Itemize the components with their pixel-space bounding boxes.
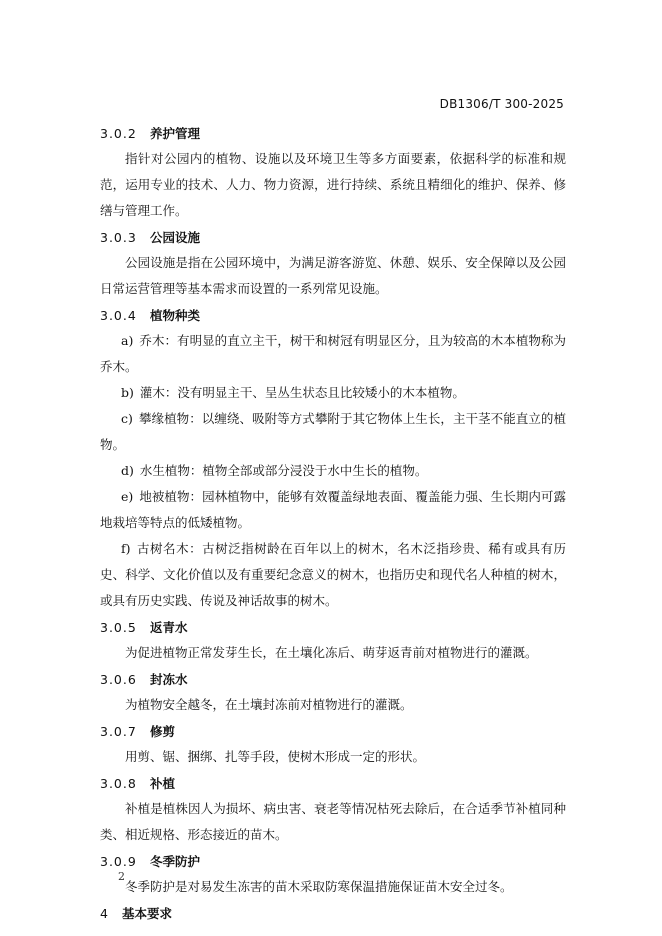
list-marker: c) <box>121 411 133 426</box>
section-3-0-5-text: 为促进植物正常发芽生长，在土壤化冻后、萌芽返青前对植物进行的灌溉。 <box>125 645 538 660</box>
list-item <box>100 328 566 380</box>
list-marker: d) <box>121 463 134 478</box>
list-item <box>100 380 566 406</box>
section-title: 基本要求 <box>122 906 173 921</box>
section-title: 修剪 <box>150 724 176 739</box>
section-4-heading <box>100 900 566 926</box>
list-marker: a) <box>121 333 134 348</box>
section-number: 3.0.6 <box>100 671 137 687</box>
section-title: 养护管理 <box>150 126 201 141</box>
list-item-text: 地被植物：园林植物中，能够有效覆盖绿地表面、覆盖能力强、生长期内可露地栽培等特点的低矮植物。 <box>100 489 566 530</box>
section-number: 4 <box>100 905 109 921</box>
section-3-0-3-text: 公园设施是指在公园环境中，为满足游客游览、休憩、娱乐、安全保障以及公园日常运营管理等基本需求而设置的一系列常见设施。 <box>100 255 566 296</box>
section-title: 封冻水 <box>150 672 188 687</box>
section-3-0-2-heading <box>100 120 566 146</box>
list-marker: b) <box>121 385 134 400</box>
section-number: 3.0.8 <box>100 775 137 791</box>
list-item-text: 乔木：有明显的直立主干，树干和树冠有明显区分，且为较高的木本植物称为乔木。 <box>100 333 566 374</box>
list-item <box>100 484 566 536</box>
list-item <box>100 536 566 614</box>
section-3-0-6-text: 为植物安全越冬，在土壤封冻前对植物进行的灌溉。 <box>125 697 413 712</box>
section-3-0-3-heading <box>100 224 566 250</box>
section-3-0-7-heading <box>100 718 566 744</box>
section-3-0-9-heading <box>100 848 566 874</box>
section-3-0-6-heading <box>100 666 566 692</box>
list-item-text: 灌木：没有明显主干、呈丛生状态且比较矮小的木本植物。 <box>139 385 465 400</box>
section-title: 冬季防护 <box>150 854 201 869</box>
list-item-text: 水生植物：植物全部或部分浸没于水中生长的植物。 <box>139 463 428 478</box>
list-item-text: 攀缘植物：以缠绕、吸附等方式攀附于其它物体上生长，主干茎不能直立的植物。 <box>100 411 566 452</box>
list-item-text: 古树名木：古树泛指树龄在百年以上的树木，名木泛指珍贵、稀有或具有历史、科学、文化价值以及有重要纪念意义的树木，也指历史和现代名人种植的树木，或具有历史实践、传说及神话故事的树木。 <box>100 541 566 608</box>
section-title: 植物种类 <box>150 308 201 323</box>
section-3-0-8-text: 补植是植株因人为损坏、病虫害、衰老等情况枯死去除后，在合适季节补植同种类、相近规格、形态接近的苗木。 <box>100 801 566 842</box>
section-title: 补植 <box>150 776 176 791</box>
document-body <box>100 120 566 926</box>
list-item <box>100 406 566 458</box>
section-3-0-5-heading <box>100 614 566 640</box>
section-number: 3.0.7 <box>100 723 137 739</box>
section-title: 公园设施 <box>150 230 201 245</box>
document-code: DB1306/T 300-2025 <box>439 97 564 111</box>
section-number: 3.0.3 <box>100 229 137 245</box>
section-number: 3.0.5 <box>100 619 137 635</box>
section-3-0-7-text: 用剪、锯、捆绑、扎等手段，使树木形成一定的形状。 <box>125 749 426 764</box>
list-marker: f) <box>121 541 131 556</box>
section-number: 3.0.4 <box>100 307 137 323</box>
page-number: 2 <box>118 870 125 883</box>
section-3-0-8-heading <box>100 770 566 796</box>
list-marker: e) <box>121 489 134 504</box>
section-number: 3.0.9 <box>100 853 137 869</box>
section-number: 3.0.2 <box>100 125 137 141</box>
section-title: 返青水 <box>150 620 188 635</box>
section-3-0-2-text: 指针对公园内的植物、设施以及环境卫生等多方面要素，依据科学的标准和规范，运用专业的技术、人力、物力资源，进行持续、系统且精细化的维护、保养、修缮与管理工作。 <box>100 151 566 218</box>
section-3-0-4-heading <box>100 302 566 328</box>
section-3-0-9-text: 冬季防护是对易发生冻害的苗木采取防寒保温措施保证苗木安全过冬。 <box>125 879 513 894</box>
list-item <box>100 458 566 484</box>
